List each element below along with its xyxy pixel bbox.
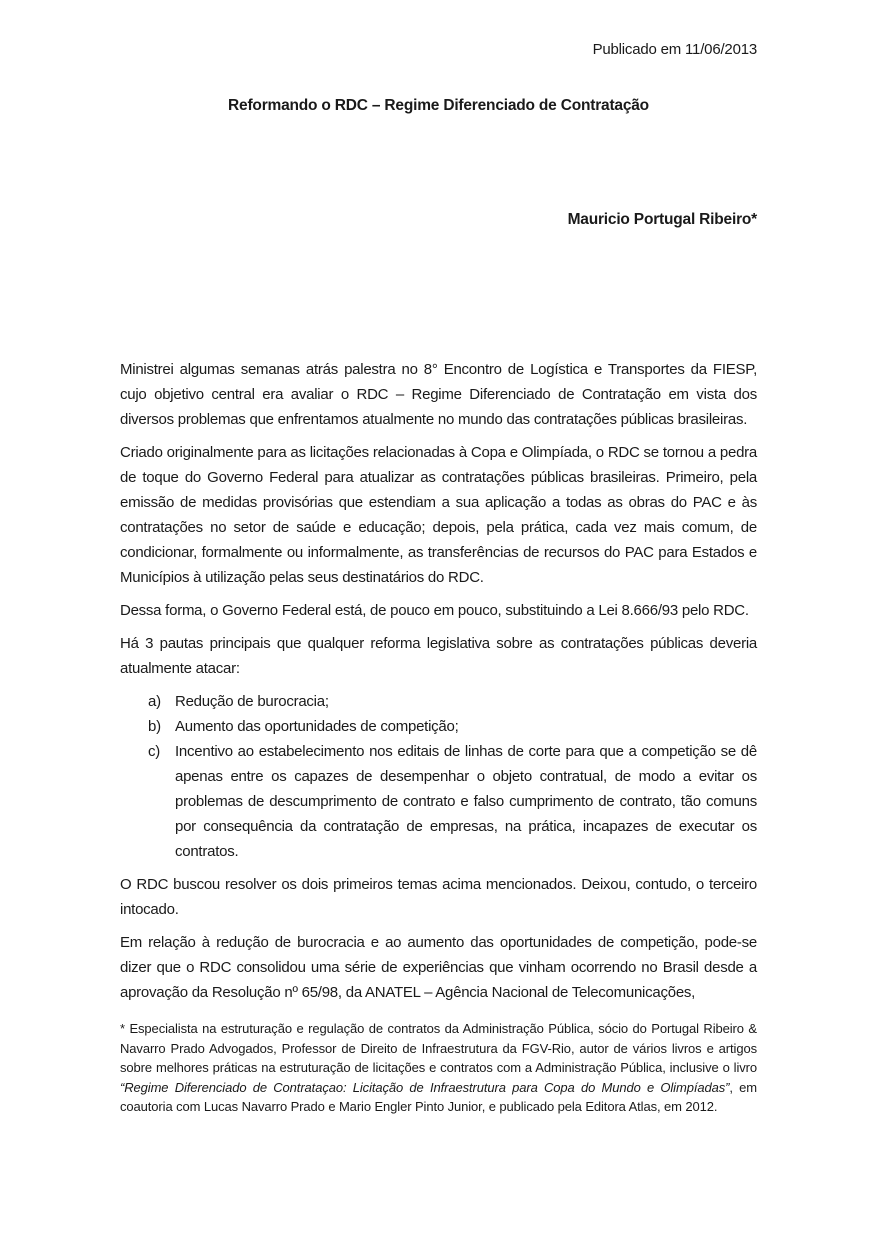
list-item-marker: b) [148,718,161,735]
list-item [120,689,757,714]
paragraph-substitution: Dessa forma, o Governo Federal está, de pouco em pouco, substituindo a Lei 8.666/93 pelo RDC. [120,602,749,619]
list-item [120,714,757,739]
footnote [120,1019,757,1117]
published-date: Publicado em 11/06/2013 [592,41,757,58]
paragraph-origin: Criado originalmente para as licitações relacionadas à Copa e Olimpíada, o RDC se tornou a pedra de toque do Governo Federal para atualizar as contratações públicas brasileiras. Primeiro, pela emissão de medidas provisórias que estendiam a sua aplicação a todas as obras do PAC e às contratações no setor de saúde e educação; depois, pela prática, cada vez mais comum, de condicionar, formalmente ou informalmente, as transferências de recursos do PAC para Estados e Municípios à utilização pelas seus destinatários do RDC. [120,444,757,586]
paragraph-intro: Ministrei algumas semanas atrás palestra no 8° Encontro de Logística e Transportes da FIESP, cujo objetivo central era avaliar o RDC – Regime Diferenciado de Contratação em vista dos diversos problemas que enfrentamos atualmente no mundo das contratações públicas brasileiras. [120,361,757,428]
author-byline: Mauricio Portugal Ribeiro* [567,211,757,228]
list-item [120,739,757,864]
document-title: Reformando o RDC – Regime Diferenciado de Contratação [228,97,649,114]
footnote-text-after: , em coautoria com Lucas Navarro Prado e Mario Engler Pinto Junior, e publicado pela Editora Atlas, em 2012. [120,1079,757,1114]
document-body [120,357,757,1005]
footnote-book-title: “Regime Diferenciado de Contrataçao: Licitação de Infraestrutura para Copa do Mundo e Olimpíadas” [120,1079,730,1095]
list-item-marker: a) [148,693,161,710]
paragraph-list-lead: Há 3 pautas principais que qualquer reforma legislativa sobre as contratações públicas deveria atualmente atacar: [120,635,757,677]
list-item-text: Incentivo ao estabelecimento nos editais de linhas de corte para que a competição se dê apenas entre os capazes de desempenhar o objeto contratual, de modo a evitar os problemas de descumprimento de contrato e falso cumprimento de contrato, tão comuns por consequência da contratação de empresas, na prática, incapazes de executar os contratos. [175,743,757,860]
paragraph-anatel: Em relação à redução de burocracia e ao aumento das oportunidades de competição, pode-se dizer que o RDC consolidou uma série de experiências que vinham ocorrendo no Brasil desde a aprovação da Resolução nº 65/98, da ANATEL – Agência Nacional de Telecomunicações, [120,934,757,1001]
footnote-text-before: * Especialista na estruturação e regulação de contratos da Administração Pública, sócio do Portugal Ribeiro & Navarro Prado Advogados, Professor de Direito de Infraestrutura da FGV-Rio, autor de vários livros e artigos sobre melhores práticas na estruturação de licitações e contratos com a Administração Pública, inclusive o livro [120,1021,757,1075]
paragraph-resolution: O RDC buscou resolver os dois primeiros temas acima mencionados. Deixou, contudo, o terceiro intocado. [120,876,757,918]
list-item-text: Aumento das oportunidades de competição; [175,718,459,735]
list-item-marker: c) [148,743,160,760]
list-item-text: Redução de burocracia; [175,693,329,710]
lettered-list [120,689,757,864]
